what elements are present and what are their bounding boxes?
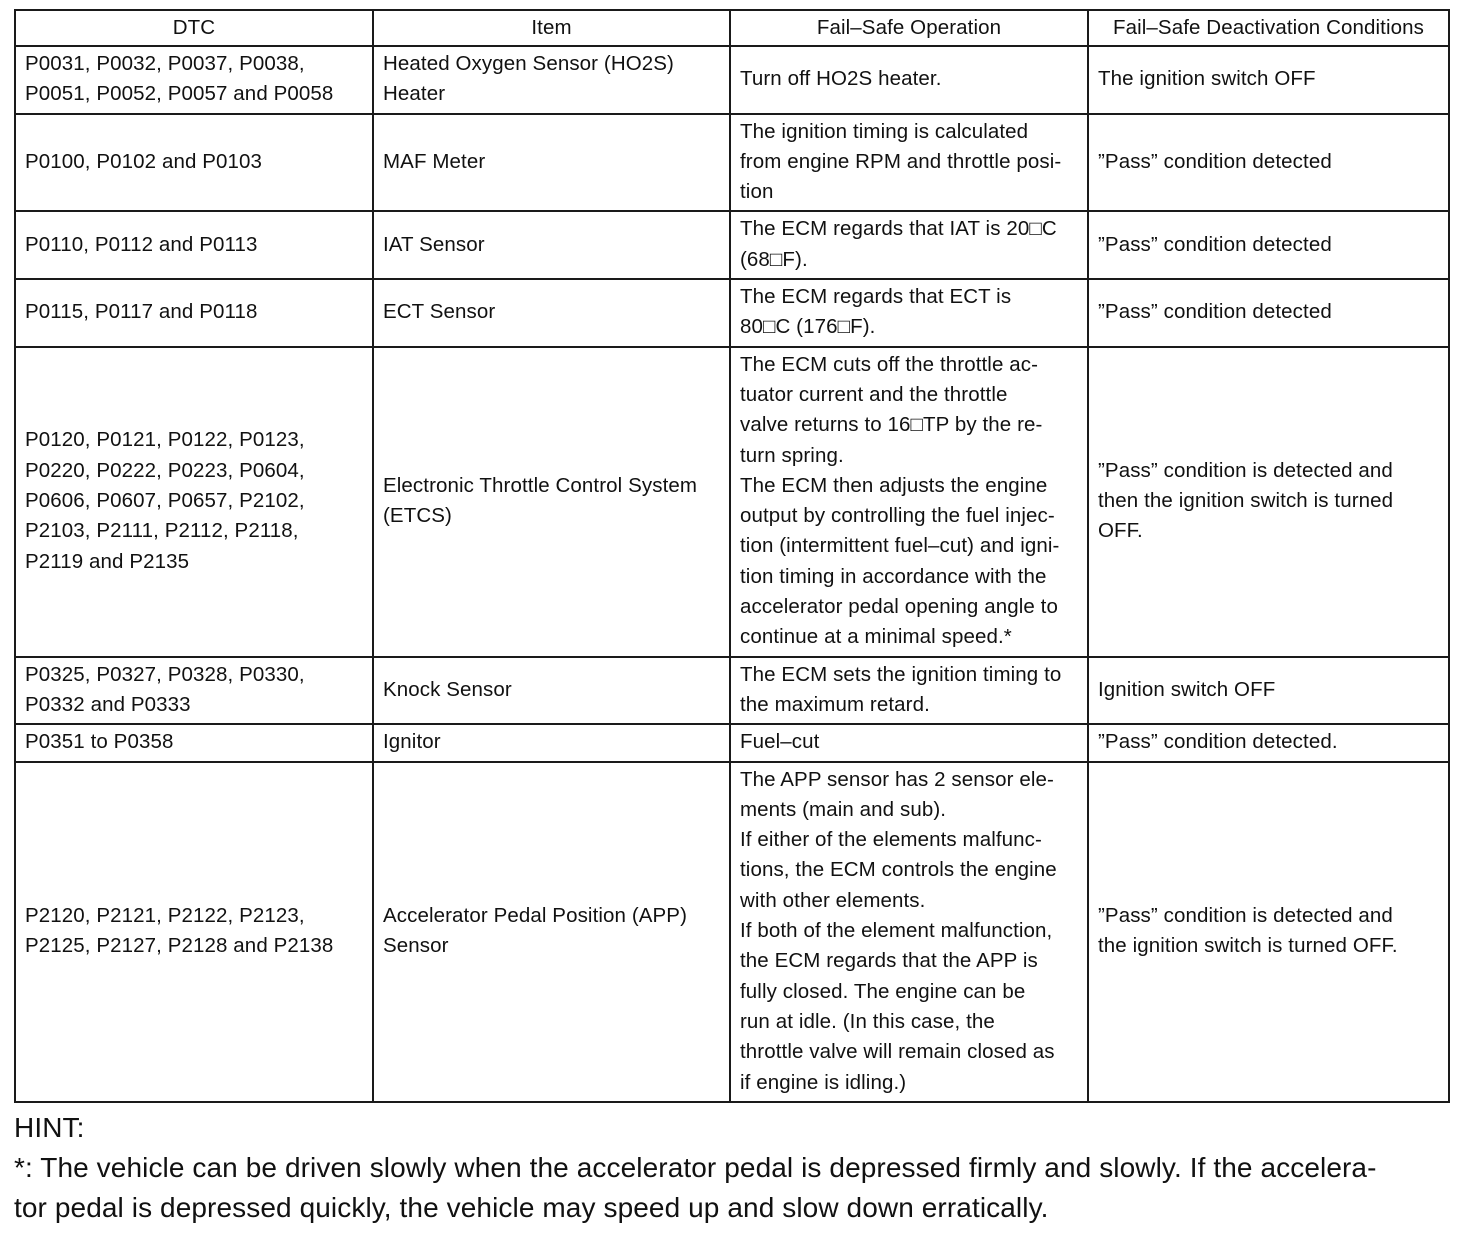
cell-text-line: P2119 and P2135: [25, 549, 190, 573]
item-cell: [373, 347, 730, 657]
cell-text-line: the ECM regards that the APP is: [740, 949, 1038, 973]
cell-text-line: run at idle. (In this case, the: [740, 1009, 995, 1033]
dtc-cell-text: [25, 297, 363, 327]
deactivation-condition-cell: [1088, 279, 1449, 347]
table-header: [15, 10, 1449, 46]
fail-safe-operation-cell: [730, 46, 1088, 114]
dtc-cell: [15, 762, 373, 1102]
fail-safe-operation-cell-text: [740, 727, 1078, 757]
table-row: [15, 46, 1449, 114]
cell-text-line: P0115, P0117 and P0118: [25, 300, 258, 324]
deactivation-condition-cell-text: [1098, 147, 1439, 177]
header-item: Item: [373, 10, 730, 46]
cell-text-line: turn spring.: [740, 443, 844, 467]
cell-text-line: The ignition switch OFF: [1098, 67, 1316, 91]
cell-text-line: P0325, P0327, P0328, P0330,: [25, 662, 305, 686]
header-deactivation-conditions: Fail–Safe Deactivation Conditions: [1088, 10, 1449, 46]
cell-text-line: ”Pass” condition detected: [1098, 149, 1332, 173]
dtc-cell: [15, 724, 373, 761]
cell-text-line: fully closed. The engine can be: [740, 979, 1026, 1003]
dtc-cell-text: [25, 660, 363, 721]
cell-text-line: Knock Sensor: [383, 677, 512, 701]
dtc-cell-text: [25, 147, 363, 177]
fail-safe-operation-cell: [730, 211, 1088, 279]
item-cell-text: [383, 147, 720, 177]
deactivation-condition-cell-text: [1098, 727, 1439, 757]
cell-text-line: Accelerator Pedal Position (APP): [383, 903, 688, 927]
item-cell: [373, 211, 730, 279]
cell-text-line: P2125, P2127, P2128 and P2138: [25, 934, 334, 958]
cell-text-line: P0351 to P0358: [25, 730, 174, 754]
deactivation-condition-cell: [1088, 724, 1449, 761]
fail-safe-operation-cell: [730, 347, 1088, 657]
table-row: [15, 114, 1449, 212]
deactivation-condition-cell: [1088, 762, 1449, 1102]
fail-safe-operation-cell-text: [740, 765, 1078, 1098]
cell-text-line: P0051, P0052, P0057 and P0058: [25, 82, 334, 106]
deactivation-condition-cell-text: [1098, 230, 1439, 260]
fail-safe-operation-cell-text: [740, 117, 1078, 208]
table-body: [15, 46, 1449, 1102]
cell-text-line: The ECM cuts off the throttle ac-: [740, 352, 1039, 376]
dtc-cell: [15, 46, 373, 114]
cell-text-line: the maximum retard.: [740, 692, 930, 716]
deactivation-condition-cell-text: [1098, 297, 1439, 327]
dtc-cell: [15, 279, 373, 347]
cell-text-line: MAF Meter: [383, 149, 486, 173]
cell-text-line: P0332 and P0333: [25, 692, 191, 716]
dtc-cell-text: [25, 230, 363, 260]
deactivation-condition-cell: [1088, 211, 1449, 279]
cell-text-line: (ETCS): [383, 504, 452, 528]
item-cell-text: [383, 230, 720, 260]
cell-text-line: P0031, P0032, P0037, P0038,: [25, 52, 305, 75]
item-cell-text: [383, 297, 720, 327]
fail-safe-operation-cell-text: [740, 64, 1078, 94]
cell-text-line: The ECM then adjusts the engine: [740, 473, 1048, 497]
dtc-cell: [15, 657, 373, 725]
dtc-cell: [15, 347, 373, 657]
table-row: [15, 657, 1449, 725]
item-cell: [373, 114, 730, 212]
cell-text-line: (68□F).: [740, 247, 808, 271]
cell-text-line: IAT Sensor: [383, 232, 485, 256]
cell-text-line: 80□C (176□F).: [740, 315, 876, 339]
document-page: [14, 9, 1448, 1228]
cell-text-line: P0120, P0121, P0122, P0123,: [25, 428, 305, 452]
cell-text-line: The APP sensor has 2 sensor ele-: [740, 767, 1054, 791]
cell-text-line: accelerator pedal opening angle to: [740, 595, 1058, 619]
cell-text-line: tuator current and the throttle: [740, 382, 1008, 406]
fail-safe-operation-cell: [730, 724, 1088, 761]
dtc-cell-text: [25, 425, 363, 576]
dtc-cell-text: [25, 901, 363, 962]
table-row: [15, 347, 1449, 657]
deactivation-condition-cell: [1088, 657, 1449, 725]
deactivation-condition-cell: [1088, 46, 1449, 114]
cell-text-line: Ignition switch OFF: [1098, 677, 1276, 701]
cell-text-line: if engine is idling.): [740, 1070, 907, 1094]
cell-text-line: ”Pass” condition is detected and: [1098, 903, 1393, 927]
hint-section: [14, 1108, 1448, 1228]
item-cell-text: [383, 471, 720, 532]
deactivation-condition-cell-text: [1098, 64, 1439, 94]
cell-text-line: If either of the elements malfunc-: [740, 828, 1042, 852]
header-row: [15, 10, 1449, 46]
table-row: [15, 762, 1449, 1102]
cell-text-line: ments (main and sub).: [740, 797, 947, 821]
cell-text-line: ECT Sensor: [383, 300, 496, 324]
table-row: [15, 211, 1449, 279]
dtc-cell-text: [25, 727, 363, 757]
cell-text-line: continue at a minimal speed.*: [740, 625, 1012, 649]
cell-text-line: from engine RPM and throttle posi-: [740, 149, 1062, 173]
hint-line: *: The vehicle can be driven slowly when the accelerator pedal is depressed firmly and slowly. If the accelera-: [14, 1151, 1377, 1183]
fail-safe-operation-cell-text: [740, 282, 1078, 343]
dtc-cell: [15, 211, 373, 279]
fail-safe-table: [14, 9, 1450, 1103]
cell-text-line: ”Pass” condition detected: [1098, 232, 1332, 256]
cell-text-line: the ignition switch is turned OFF.: [1098, 934, 1398, 958]
deactivation-condition-cell-text: [1098, 675, 1439, 705]
cell-text-line: P0606, P0607, P0657, P2102,: [25, 489, 305, 512]
cell-text-line: P2103, P2111, P2112, P2118,: [25, 519, 299, 543]
cell-text-line: Electronic Throttle Control System: [383, 473, 698, 497]
cell-text-line: then the ignition switch is turned: [1098, 489, 1394, 512]
item-cell-text: [383, 675, 720, 705]
deactivation-condition-cell-text: [1098, 456, 1439, 547]
cell-text-line: P0220, P0222, P0223, P0604,: [25, 458, 305, 482]
cell-text-line: ”Pass” condition is detected and: [1098, 458, 1393, 482]
hint-title: HINT:: [14, 1111, 85, 1143]
cell-text-line: The ignition timing is calculated: [740, 119, 1029, 143]
cell-text-line: Fuel–cut: [740, 730, 820, 754]
cell-text-line: The ECM sets the ignition timing to: [740, 662, 1062, 686]
cell-text-line: OFF.: [1098, 519, 1143, 543]
cell-text-line: Sensor: [383, 934, 449, 958]
cell-text-line: P0100, P0102 and P0103: [25, 149, 263, 173]
fail-safe-operation-cell: [730, 114, 1088, 212]
deactivation-condition-cell: [1088, 114, 1449, 212]
fail-safe-operation-cell: [730, 657, 1088, 725]
item-cell: [373, 46, 730, 114]
cell-text-line: Heater: [383, 82, 446, 106]
fail-safe-operation-cell: [730, 762, 1088, 1102]
dtc-cell-text: [25, 49, 363, 110]
header-dtc: DTC: [15, 10, 373, 46]
dtc-cell: [15, 114, 373, 212]
item-cell: [373, 279, 730, 347]
cell-text-line: output by controlling the fuel injec-: [740, 504, 1055, 528]
cell-text-line: If both of the element malfunction,: [740, 919, 1053, 943]
cell-text-line: P2120, P2121, P2122, P2123,: [25, 903, 305, 927]
cell-text-line: ”Pass” condition detected: [1098, 300, 1332, 324]
header-fail-safe-operation: Fail–Safe Operation: [730, 10, 1088, 46]
table-row: [15, 724, 1449, 761]
cell-text-line: valve returns to 16□TP by the re-: [740, 413, 1043, 437]
item-cell-text: [383, 49, 720, 110]
cell-text-line: throttle valve will remain closed as: [740, 1040, 1055, 1064]
item-cell-text: [383, 727, 720, 757]
fail-safe-operation-cell-text: [740, 660, 1078, 721]
deactivation-condition-cell-text: [1098, 901, 1439, 962]
deactivation-condition-cell: [1088, 347, 1449, 657]
cell-text-line: with other elements.: [740, 888, 926, 912]
cell-text-line: The ECM regards that ECT is: [740, 285, 1012, 309]
item-cell: [373, 762, 730, 1102]
cell-text-line: P0110, P0112 and P0113: [25, 232, 258, 256]
fail-safe-operation-cell-text: [740, 214, 1078, 275]
hint-line: tor pedal is depressed quickly, the vehicle may speed up and slow down erratically.: [14, 1191, 1049, 1223]
cell-text-line: tion: [740, 180, 774, 204]
fail-safe-operation-cell-text: [740, 350, 1078, 653]
fail-safe-operation-cell: [730, 279, 1088, 347]
item-cell: [373, 657, 730, 725]
cell-text-line: tions, the ECM controls the engine: [740, 858, 1057, 882]
cell-text-line: Turn off HO2S heater.: [740, 67, 942, 91]
cell-text-line: tion timing in accordance with the: [740, 564, 1047, 588]
cell-text-line: tion (intermittent fuel–cut) and igni-: [740, 534, 1060, 558]
cell-text-line: Heated Oxygen Sensor (HO2S): [383, 52, 674, 75]
cell-text-line: ”Pass” condition detected.: [1098, 730, 1338, 754]
item-cell-text: [383, 901, 720, 962]
item-cell: [373, 724, 730, 761]
cell-text-line: Ignitor: [383, 730, 441, 754]
table-row: [15, 279, 1449, 347]
cell-text-line: The ECM regards that IAT is 20□C: [740, 217, 1057, 241]
